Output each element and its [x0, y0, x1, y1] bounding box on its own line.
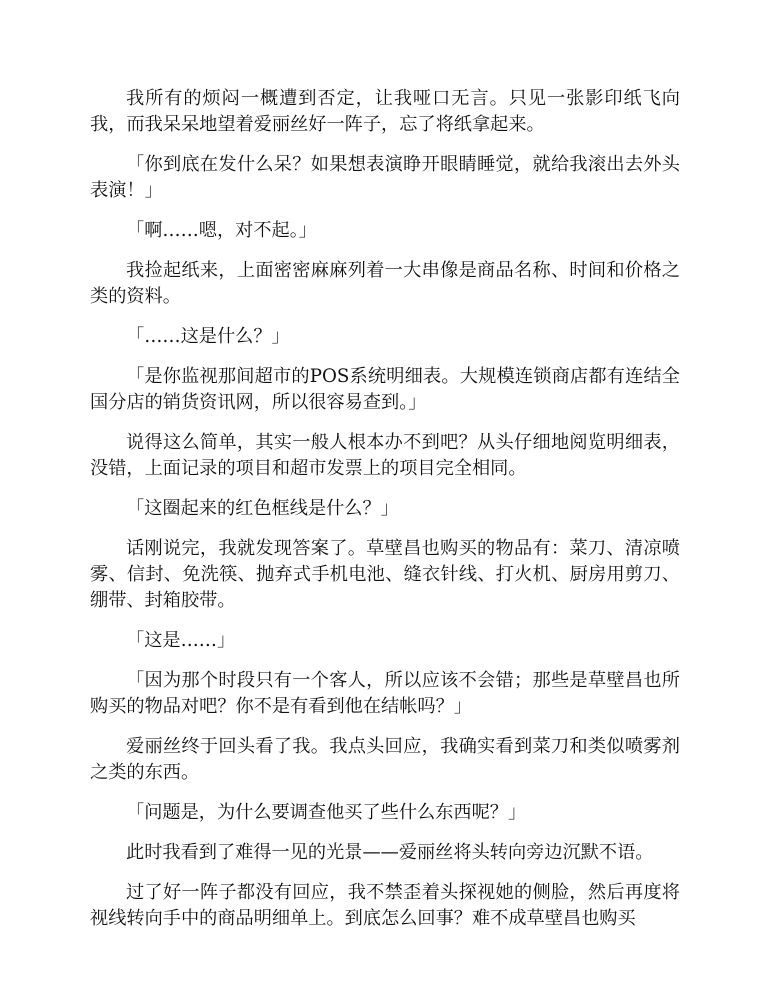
body-text: [90, 86, 680, 946]
paragraph: 说得这么简单，其实一般人根本办不到吧？从头仔细地阅览明细表，没错，上面记录的项目和超市发票上的项目完全相同。: [90, 432, 680, 479]
paragraph: 「……这是什么？」: [126, 326, 290, 347]
paragraph: 「问题是，为什么要调查他买了些什么东西呢？」: [126, 802, 527, 823]
paragraph: 此时我看到了难得一见的光景——爱丽丝将头转向旁边沉默不语。: [126, 842, 654, 863]
paragraph: 爱丽丝终于回头看了我。我点头回应，我确实看到菜刀和类似喷雾剂之类的东西。: [90, 736, 680, 783]
paragraph: 「这是……」: [126, 630, 236, 651]
paragraph: 话刚说完，我就发现答案了。草壁昌也购买的物品有：菜刀、清凉喷雾、信封、免洗筷、抛弃式手机电池、缝衣针线、打火机、厨房用剪刀、绷带、封箱胶带。: [90, 538, 680, 611]
paragraph: 我所有的烦闷一概遭到否定，让我哑口无言。只见一张影印纸飞向我，而我呆呆地望着爱丽丝好一阵子，忘了将纸拿起来。: [90, 88, 680, 135]
paragraph: 「你到底在发什么呆？如果想表演睁开眼睛睡觉，就给我滚出去外头表演！」: [90, 154, 680, 201]
paragraph: 过了好一阵子都没有回应，我不禁歪着头探视她的侧脸，然后再度将视线转向手中的商品明细单上。到底怎么回事？难不成草壁昌也购买: [90, 882, 680, 929]
paragraph: 「是你监视那间超市的POS系统明细表。大规模连锁商店都有连结全国分店的销货资讯网，所以很容易查到。」: [90, 366, 680, 413]
paragraph: 「啊……嗯，对不起。」: [126, 220, 317, 241]
paragraph: 「这圈起来的红色框线是什么？」: [126, 498, 399, 519]
paragraph: 「因为那个时段只有一个客人，所以应该不会错；那些是草壁昌也所购买的物品对吧？你不是有看到他在结帐吗？」: [90, 670, 680, 717]
paragraph: 我捡起纸来，上面密密麻麻列着一大串像是商品名称、时间和价格之类的资料。: [90, 260, 680, 307]
